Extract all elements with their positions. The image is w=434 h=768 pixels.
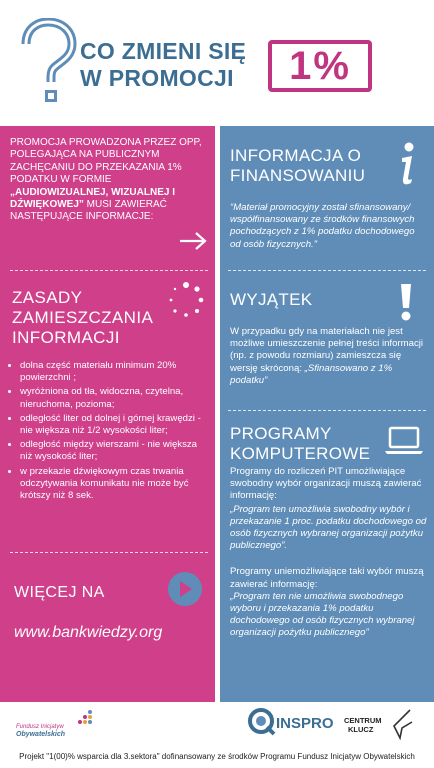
- title-line-1: CO ZMIENI SIĘ: [80, 38, 247, 64]
- divider: [10, 552, 208, 553]
- laptop-icon: [384, 426, 424, 456]
- list-item: • w przekazie dźwiękowym czas trwania odczytywania komunikatu nie może być krótszy niż 8 sek.: [20, 466, 206, 503]
- loading-dots-icon: [166, 280, 206, 320]
- exception-text: [230, 326, 426, 387]
- exception-text-2: „Sfinansowano z 1% podatku”: [230, 362, 393, 386]
- info-text: “Materiał promocyjny został sfinansowany/ współfinansowany ze środków finansowych pochodzących z 1% podatku dochodowego od osób fizycznych.”: [230, 202, 415, 250]
- exception-text-1: W przypadku gdy na materiałach nie jest możliwe umieszczenie pełnej treści informacji (np. z powodu rozmiaru) zamieszcza się wersję skróconą:: [230, 326, 424, 374]
- klucz-line-2: KLUCZ: [348, 725, 374, 734]
- play-icon: [178, 580, 194, 598]
- programs-quote-1: „Program ten umożliwia swobodny wybór i przekazanie 1 proc. podatku dochodowego od osób fizycznych wybranej organizacji pożytku publicznego”.: [230, 503, 427, 552]
- list-item: • odległość między wierszami - nie większa niż wysokość liter;: [20, 439, 206, 463]
- intro-part-2: MUSI ZAWIERAĆ NASTĘPUJĄCE INFORMACJE:: [10, 199, 167, 223]
- page-title: [80, 38, 246, 92]
- info-icon: [396, 142, 418, 186]
- exception-title: WYJĄTEK: [230, 290, 313, 309]
- list-item: • wyróżniona od tła, widoczna, czytelna, nieruchoma, pozioma;: [20, 386, 206, 410]
- percent-badge: 1%: [268, 40, 372, 92]
- fio-logo-line-2: Obywatelskich: [16, 731, 66, 738]
- divider: [228, 410, 426, 411]
- fio-logo-line-1: Fundusz Inicjatyw: [16, 724, 64, 730]
- programs-text-1: Programy do rozliczeń PIT umożliwiające swobodny wybór organizacji muszą zawierać informację:: [230, 466, 422, 502]
- rules-list: [10, 360, 206, 504]
- inspro-q-icon: [248, 708, 276, 736]
- question-mark-icon: [16, 18, 80, 110]
- more-button[interactable]: [168, 572, 202, 606]
- more-label: WIĘCEJ NA: [14, 584, 105, 601]
- list-item: • odległość liter od dolnej i górnej krawędzi - nie większa niż 1/2 wysokości liter;: [20, 413, 206, 437]
- programs-title: PROGRAMY KOMPUTEROWE: [230, 424, 371, 463]
- klucz-line-1: CENTRUM: [344, 716, 382, 725]
- divider: [10, 270, 208, 271]
- info-title: INFORMACJA O FINANSOWANIU: [230, 146, 366, 185]
- footer-text: Projekt "1(00)% wsparcia dla 3.sektora" dofinansowany ze środków Programu Fundusz Inicjatyw Obywatelskich: [19, 752, 415, 761]
- intro-bold: „AUDIOWIZUALNEJ, WIZUALNEJ I DŹWIĘKOWEJ”: [10, 186, 175, 211]
- programs-text-2: Programy uniemożliwiające taki wybór muszą zawierać informację:: [230, 566, 424, 590]
- website-link[interactable]: www.bankwiedzy.org: [14, 624, 163, 641]
- divider: [228, 270, 426, 271]
- inspro-text: INSPRO: [276, 715, 334, 732]
- klucz-key-icon: [388, 708, 416, 740]
- arrow-right-icon: [178, 230, 208, 252]
- inspro-logo: [248, 708, 334, 738]
- title-line-2: W PROMOCJI: [80, 65, 234, 91]
- rules-title: ZASADY ZAMIESZCZANIA INFORMACJI: [12, 288, 153, 347]
- centrum-klucz-logo: [344, 708, 418, 742]
- dots-logo-icon: [76, 708, 96, 726]
- programs-text: [230, 466, 428, 640]
- intro-part-1: PROMOCJA PROWADZONA PRZEZ OPP, POLEGAJĄCA NA PUBLICZNYM ZACHĘCANIU DO PRZEKAZANIA 1% PODATKU W FORMIE: [10, 137, 202, 186]
- intro-text: [10, 137, 206, 224]
- list-item: • dolna część materiału minimum 20% powierzchni ;: [20, 360, 206, 384]
- exclamation-icon: [398, 282, 414, 322]
- programs-quote-2: „Program ten nie umożliwia swobodnego wyboru i przekazania 1% podatku dochodowego od osób fizycznych wybranej organizacji pożytku publicznego”: [230, 590, 415, 639]
- fio-logo: [16, 708, 96, 742]
